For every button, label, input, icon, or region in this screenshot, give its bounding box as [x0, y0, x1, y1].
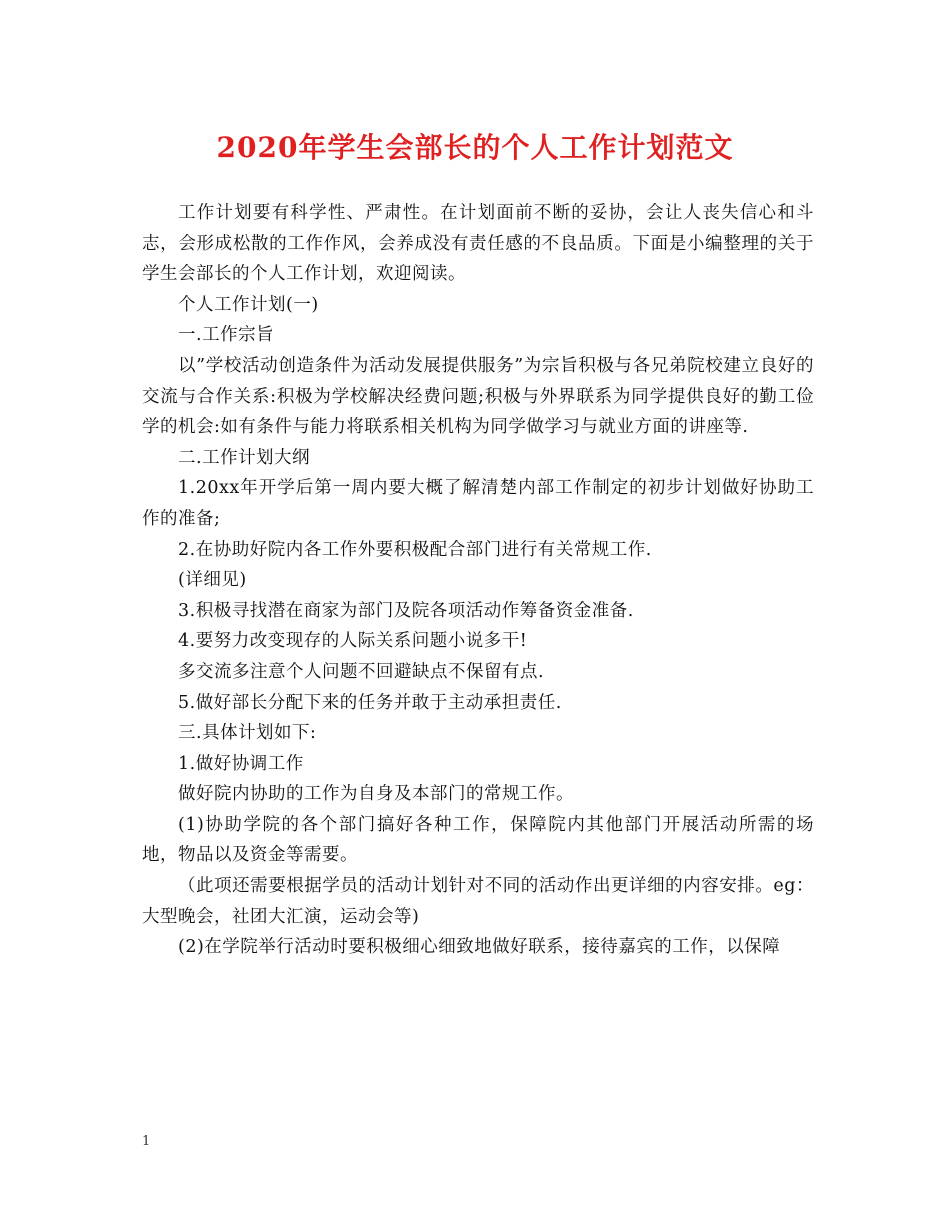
document-title: 2020年学生会部长的个人工作计划范文 [216, 131, 734, 164]
paragraph-point-1: (1)协助学院的各个部门搞好各种工作，保障院内其他部门开展活动所需的场地，物品以及资金等需要。 [142, 814, 814, 866]
paragraph-section-2-heading: 二.工作计划大纲 [178, 447, 311, 468]
paragraph-item-4-continued: 多交流多注意个人问题不回避缺点不保留有点. [178, 661, 545, 682]
page-number: 1 [142, 1134, 151, 1149]
paragraph-item-2: 2.在协助好院内各工作外要积极配合部门进行有关常规工作. [178, 539, 652, 560]
paragraph-section-1-body: 以”学校活动创造条件为活动发展提供服务”为宗旨积极与各兄弟院校建立良好的交流与合作关系:积极为学校解决经费问题;积极与外界联系为同学提供良好的勤工俭学的机会:如有条件与能力将联系相关机构为同学做学习与就业方面的讲座等. [142, 355, 814, 438]
paragraph-section-3-heading: 三.具体计划如下: [178, 723, 317, 744]
paragraph-detail-note: (详细见) [178, 570, 247, 591]
paragraph-subsection-1-heading: 1.做好协调工作 [178, 753, 304, 774]
paragraph-subsection-1-body: 做好院内协助的工作为自身及本部门的常规工作。 [178, 784, 574, 805]
paragraph-item-3: 3.积极寻找潜在商家为部门及院各项活动作筹备资金准备. [178, 600, 634, 621]
paragraph-section-1-heading: 一.工作宗旨 [178, 325, 275, 346]
paragraph-item-4: 4.要努力改变现存的人际关系问题小说多干! [178, 631, 528, 652]
paragraph-plan-heading: 个人工作计划(一) [178, 294, 319, 315]
document-body [142, 198, 814, 963]
paragraph-point-2: (2)在学院举行活动时要积极细心细致地做好联系，接待嘉宾的工作，以保障 [178, 937, 781, 958]
paragraph-point-1-note: （此项还需要根据学员的活动计划针对不同的活动作出更详细的内容安排。eg：大型晚会，社团大汇演，运动会等) [142, 876, 814, 927]
paragraph-intro: 工作计划要有科学性、严肃性。在计划面前不断的妥协，会让人丧失信心和斗志，会形成松散的工作作风，会养成没有责任感的不良品质。下面是小编整理的关于学生会部长的个人工作计划，欢迎阅读。 [142, 203, 814, 285]
paragraph-item-5: 5.做好部长分配下来的任务并敢于主动承担责任. [178, 692, 562, 713]
paragraph-item-1: 1.20xx年开学后第一周内要大概了解清楚内部工作制定的初步计划做好协助工作的准备; [142, 478, 814, 529]
